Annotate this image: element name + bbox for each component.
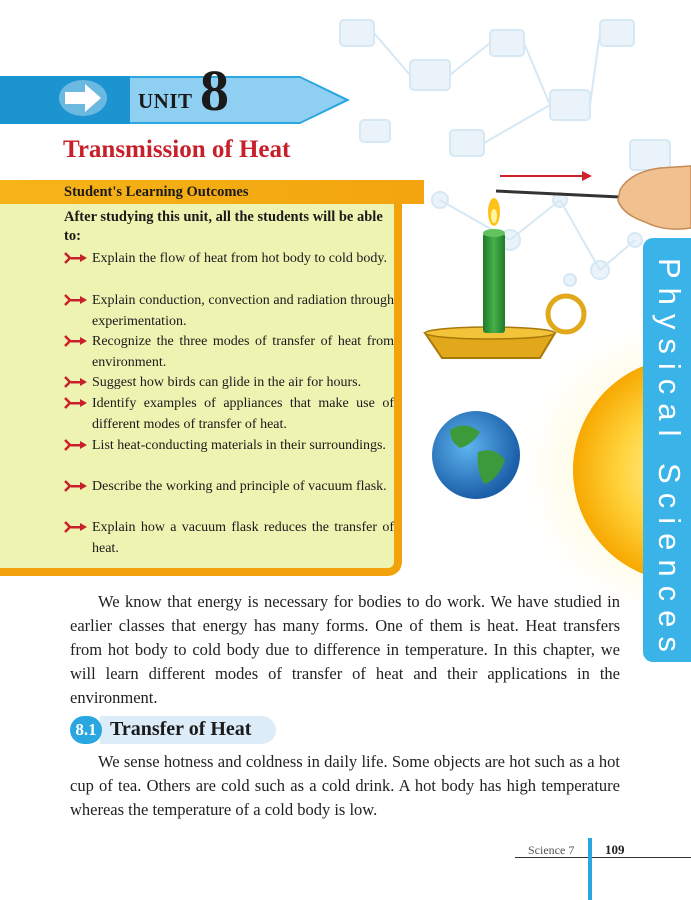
- outcome-text: List heat-conducting materials in their surroundings.: [92, 438, 386, 453]
- outcome-item: [64, 372, 394, 393]
- outcome-item: [64, 248, 394, 269]
- candle-icon: [483, 233, 505, 333]
- outcome-item: [64, 517, 394, 559]
- section-paragraph: [70, 750, 620, 822]
- hand-icon: [618, 166, 691, 229]
- intro-paragraph: [70, 590, 620, 710]
- earth-icon: [432, 411, 520, 499]
- subject-side-tab: [643, 238, 691, 662]
- outcome-text: Explain how a vacuum flask reduces the transfer of heat.: [92, 520, 394, 556]
- section-number: 8.1: [70, 716, 102, 744]
- outcome-item: [64, 331, 394, 373]
- chapter-title: Transmission of Heat: [63, 136, 291, 163]
- outcome-text: Describe the working and principle of vacuum flask.: [92, 479, 387, 494]
- intro-paragraph-text: We know that energy is necessary for bodies to do work. We have studied in earlier classes that energy has many forms. One of them is heat. Heat transfers from hot body to cold body due to difference in temperature. In this chapter, we will learn different modes of transfer of heat and their applications in the environment.: [70, 592, 620, 707]
- outcomes-heading-bar: [0, 180, 424, 204]
- page-number: 109: [605, 842, 625, 857]
- outcome-item: [64, 290, 394, 332]
- section-paragraph-text: We sense hotness and coldness in daily life. Some objects are hot such as a hot cup of tea. Others are cold such as a cold drink. A hot body has high temperature whereas the temperature of a cold body is low.: [70, 752, 620, 819]
- arrow-bullet-icon: [64, 521, 88, 533]
- arrow-bullet-icon: [64, 439, 88, 451]
- outcomes-intro: After studying this unit, all the students will be able to:: [64, 209, 383, 244]
- footer-book-title: Science 7: [528, 843, 575, 857]
- subject-label: Physical Sciences: [652, 258, 687, 661]
- arrow-bullet-icon: [64, 335, 88, 347]
- arrow-right-icon: [57, 78, 109, 118]
- arrow-bullet-icon: [64, 376, 88, 388]
- outcome-item: [64, 435, 394, 456]
- outcome-text: Identify examples of appliances that make use of different modes of transfer of heat.: [92, 396, 394, 432]
- footer-divider: [588, 838, 592, 900]
- unit-label: UNIT: [138, 89, 193, 113]
- outcome-item: [64, 393, 394, 435]
- outcome-text: Explain the flow of heat from hot body to cold body.: [92, 251, 387, 266]
- section-title: Transfer of Heat: [110, 718, 252, 740]
- section-heading: [70, 716, 276, 744]
- outcome-text: Recognize the three modes of transfer of heat from environment.: [92, 334, 394, 370]
- outcome-text: Explain conduction, convection and radiation through experimentation.: [92, 293, 394, 329]
- outcome-text: Suggest how birds can glide in the air for hours.: [92, 375, 362, 390]
- arrow-bullet-icon: [64, 480, 88, 492]
- outcome-item: [64, 476, 394, 497]
- outcomes-heading: Student's Learning Outcomes: [64, 184, 249, 200]
- arrow-bullet-icon: [64, 252, 88, 264]
- arrow-bullet-icon: [64, 397, 88, 409]
- unit-number: 8: [200, 58, 229, 123]
- arrow-bullet-icon: [64, 294, 88, 306]
